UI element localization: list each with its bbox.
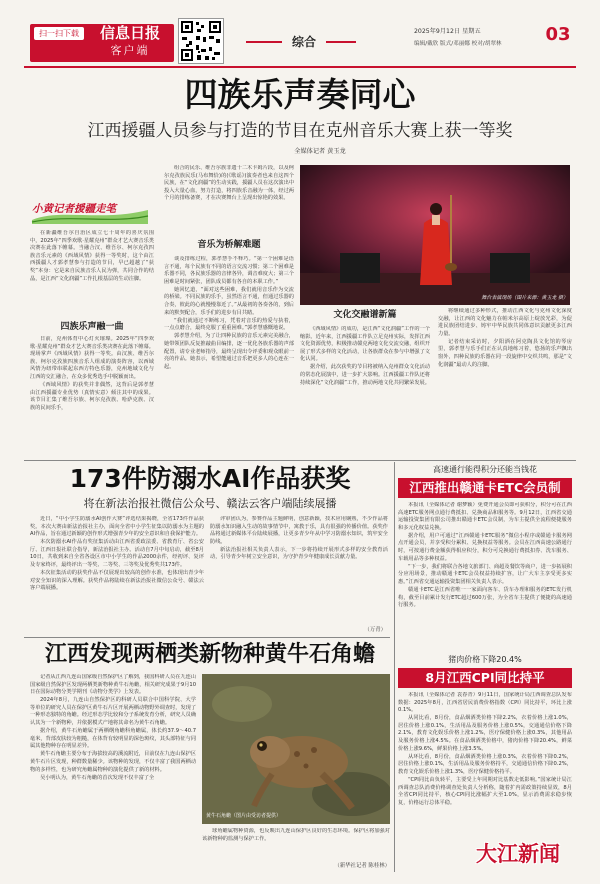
article1-para: 《西域风情》的成功，是江西“文化润疆”工作的一个缩影。近年来，江西援疆工作队立足克州实际，发挥江西文化资源优势，积极推动赣克两地文化交流交融，组织开展了形式多样的文化活动，让各族群众在参与中增强了文化认同。 bbox=[300, 326, 430, 363]
article3-col2 bbox=[202, 828, 390, 860]
paper-name: 信息日报 bbox=[99, 24, 160, 42]
article1-para: 她回忆道，“面对这些困难，我们就用音乐作为交流的桥梁。不同民族的乐手，虽然语言不通，但通过乐器的合奏，彼此的心就慢慢靠近了。”从最初的各奏各的，到后来的默契配合，乐手们的进步有目共睹。 bbox=[164, 286, 294, 316]
divider bbox=[24, 460, 576, 461]
article4-body bbox=[398, 502, 572, 650]
article1-para: 谈及排练过程，郭孝慧手不释巧。“第一个困难是语言不通，每个民族有不同的语言交流习惯；第二个困难是乐器不同，各民族乐器的音律各异，调音难度大；第三个困难是时间紧张，团队成员都有各自的本职工作。” bbox=[164, 256, 294, 285]
article1-col2a bbox=[164, 165, 294, 235]
article1-para: 在新疆维吾尔自治区成立七十周年的喜庆氛围中，2025年“四季欢歌·星耀克州”群众才艺大赛音乐类决赛在此落下帷幕。当融合汉、维吾尔、柯尔克孜四族音乐元素的《西域风情》获得一等奖时，这个由江西援疆人才郭孝慧参与打造的节目，早已超越了“获奖”本身：它是来自民族音乐人民为弹，共同合作的结晶，是江西“文化润疆”工作扎根基层的生动注脚。 bbox=[30, 230, 154, 282]
article1-para: 郭孝慧介绍，为了让四种民族的音乐元素完美融合，她带领团队反复推敲曲目编排，逐一优化各族乐器的声部配置，请专业老师指导，最终呈现出令评委和观众眼前一亮的作品。她表示，希望能通过音乐把更多人的心连在一起。 bbox=[164, 333, 294, 370]
article1-subhead-3: 文化交融谱新篇 bbox=[333, 310, 397, 320]
article2-para: 近日，“中小学生防溺水AI创作大赛”评选结果揭晓，全省173件作品获奖。本次大赛由新法治报社主办，面向全省中小学生征集以防溺水为主题的AI作品，旨在通过新颖的创作形式增强青少年的安全意识和自我保护能力。 bbox=[30, 516, 204, 538]
section-name: 综合 bbox=[282, 32, 326, 52]
issue-date: 2025年9月12日 星期五 bbox=[414, 28, 481, 35]
article1-subhead-2: 音乐为桥解难题 bbox=[197, 240, 261, 250]
article4-headline: 江西推出赣通卡ETC会员制 bbox=[398, 478, 572, 498]
article5-para: 从环比看，8月份，食品烟酒类价格上涨0.3%，衣着价格下降0.2%，居住价格上涨0.1%，生活用品及服务价格持平，交通通信价格下降0.2%，教育文化娱乐价格上涨1.3%，医疗保健价格持平。 bbox=[398, 753, 572, 775]
article1-col3 bbox=[300, 326, 430, 458]
article5-headline: 8月江西CPI同比持平 bbox=[398, 668, 572, 688]
article1-para: “我们就通过不断练习，凭着对音乐的热爱与执着，一点点磨合，最终克服了重重困难。”郭孝慧感慨地说。 bbox=[164, 317, 294, 332]
article1-col1b bbox=[30, 336, 154, 458]
article1-headline: 四族乐声奏同心 bbox=[184, 75, 416, 114]
article1-para: 日前，克州体育中心灯火璀璨。2025年“四季欢歌·星耀克州”群众才艺大赛音乐类决赛在此落下帷幕。现场掌声《西域风情》获得一等奖。由汉族、维吾尔族、柯尔克孜族四族音乐人组成的演奏阵容，以西域风情为纽带串联起东西方特色乐器，克州地域文化与江西的交汇融合，在众多优秀选手中脱颖而出。 bbox=[30, 336, 154, 380]
toad-photo bbox=[202, 674, 390, 824]
article3-col1 bbox=[30, 674, 196, 872]
article2-para: 评审团认为，参赛作品主题鲜明，创意新颖，技术应用娴熟，不少作品将防溺水知识融入生动的故事情节中，寓教于乐，具有很强的传播价值。获奖作品将通过新媒体平台陆续展播，让更多青少年从中学习防溺水知识，筑牢安全防线。 bbox=[210, 516, 388, 545]
article3-para: 据介绍，黄牛石角蟾属于两栖纲角蟾科角蟾属，体长约37.9～40.7毫米，背部皮肤较为粗糙，在体背有较明显的深色斑纹，其头部特征与同属其他物种存在明显差异。 bbox=[30, 728, 196, 750]
article3-para: 黄牛石角蟾主要分布于海拔较高的溪流附近，目前仅在九连山保护区黄牛石片区发现，种群数量稀少。该物种的发现，不仅丰富了我国两栖动物的多样性，也为研究角蟾属物种的演化提供了新的材料。 bbox=[30, 751, 196, 773]
masthead-rule bbox=[24, 66, 576, 68]
article1-para: 将继续通过多种形式，推动江西文化与克州文化深度交融，让江西的文化魅力在帕米尔高原上绽放光彩，为促进民族团结进步、铸牢中华民族共同体意识贡献更多江西力量。 bbox=[438, 308, 572, 337]
article5-para: 从同比看，8月份，食品烟酒类价格下降2.2%，衣着价格上涨1.0%，居住价格上涨0.1%，生活用品及服务价格上涨0.5%，交通通信价格下降2.1%，教育文化娱乐价格上涨1.2%，医疗保健价格上涨0.3%，其他用品及服务价格上涨4.5%。在食品烟酒类价格中，猪肉价格下降20.4%，鲜菜价格上涨9.6%，鲜果价格上涨3.5%。 bbox=[398, 715, 572, 752]
watermark-logo: 大江新闻 bbox=[476, 842, 560, 866]
article1-para: 记者结束采访时，夕阳洒在阿克陶县文化馆的琴房里，郭孝慧与乐手们正在认真地练习着，悠扬的乐声飘出窗外，四种民族的乐器在同一段旋律中交织共鸣，那是“文化润疆”最动人的注脚。 bbox=[438, 338, 572, 368]
article2-para: 新法治报社相关负责人表示，下一步将持续开展形式多样的安全教育活动，引导青少年树立安全意识，为守护青少年健康成长贡献力量。 bbox=[210, 546, 388, 561]
photo-caption: 舞台表演现场（图片来源：黄玉龙 摄） bbox=[481, 295, 568, 301]
article1-para: 据介绍，此次获奖的节目将被纳入克州群众文化活动的常态化展演中，进一步扩大影响。江西援疆工作队还将持续深化“文化润疆”工作，推动两地文化共同繁荣发展。 bbox=[300, 364, 430, 386]
article1-para: 组合的民乐、维吾尔族非遗十二木卡姆片段，以及柯尔克孜族民乐(马布舞恰)的(《歌谣》)演奏者也来自这四个民族，在“文化润疆”的生动实践，援疆人员在这次演出中投入大量心血，努力打造，将四族乐音融为一体，经过两个月的排练备赛，才在决赛舞台上呈现出惊艳的效果。 bbox=[164, 165, 294, 202]
article2-col1 bbox=[30, 516, 204, 634]
article4-para: “下一步，我们将联合各地文旅部门、商超及餐饮等商户，进一步拓展积分应用场景，推动赣通卡ETC会员权益持续扩容，让广大车主享受更多实惠。”江西省交通运输投资集团相关负责人表示。 bbox=[398, 563, 572, 585]
article3-para: 球角蟾属物种资源，也反映出九连山保护区良好的生态环境。保护区将加强对该新物种的监测与保护工作。 bbox=[202, 828, 390, 842]
article5-kicker: 猪肉价格下降20.4% bbox=[448, 655, 522, 664]
article2-para: 本次征集活动的获奖作品不仅展现出较高的创作水准，也体现出青少年对安全知识的深入理解。获奖作品将陆续在新法治报社微信公众号、赣法云客户端展播。 bbox=[30, 570, 204, 592]
article2-para: 本次防溺水AI作品有奖征集活动由江西省委政法委、省教育厅、省公安厅、江西日报社联合指导，新法治报社主办。活动自7月中旬启动，截至8月10日，共收到来自全省各设区市中小学生的作品2000余件，经初评、复评及专家终评，最终评出一等奖、二等奖、三等奖及优秀奖共173件。 bbox=[30, 539, 204, 569]
article4-para: 据介绍，用户可通过“江西赣通卡ETC服务”微信小程序或赣通卡服务网点开通会员，并享受积分累积、兑换权益等服务。会员在江西高速公路通行时，可按通行费金额获得相应积分，积分可兑换通行费抵扣券、洗车服务、车载用品等多种权益。 bbox=[398, 532, 572, 562]
article4-para: 本报讯（全媒体记者 谢梦颖）免费开通会员即可获积分，积分可在江西高速ETC服务网点通行费抵扣、兑换商品和服务等。9月12日，江西省交通运输投资集团有限公司推出赣通卡ETC会员制，为车主提供全流程便捷服务和多元化权益兑换。 bbox=[398, 502, 572, 531]
article3-para: 记者从江西九连山国家级自然保护区了解到，我国科研人员在九连山国家级自然保护区发现两栖类新物种黄牛石角蟾，相关研究成果于9月10日在国际动物分类学期刊《动物分类学》上发表。 bbox=[30, 674, 196, 696]
column-badge-text: 小黄记者援疆走笔 bbox=[32, 203, 116, 215]
article5-para: 本报讯（全媒体记者 袁春青）9月11日，国家统计局江西调查总队发布数据：2025年8月，江西省居民消费价格指数（CPI）同比持平，环比上涨0.1%。 bbox=[398, 692, 572, 714]
article2-signature: （万青） bbox=[364, 627, 386, 633]
scan-label: 扫一扫下载 bbox=[34, 27, 84, 40]
article1-col2b bbox=[164, 256, 294, 458]
divider bbox=[24, 637, 390, 638]
article3-para: 2024年8月，九连山自然保护区的科研人员联合中国科学院、大学等单位的研究人员在保护区黄牛石片区开展两栖动物野外调查时，发现了一种形态独特的角蟾。经过形态学比较和分子系统发育分析，研究人员确认其为一个新物种，并依据模式产地将其命名为黄牛石角蟾。 bbox=[30, 697, 196, 727]
article1-col1 bbox=[30, 230, 154, 318]
article2-col2 bbox=[210, 516, 388, 626]
divider-vertical bbox=[394, 462, 395, 872]
article2-headline: 173件防溺水AI作品获奖 bbox=[69, 464, 351, 493]
article4-para: 赣通卡ETC是江西省唯一一家面向客车、货车办理和服务的ETC发行机构，截至目前累计发行ETC超过600万张，为全省车主提供了便捷的高速通行服务。 bbox=[398, 587, 572, 609]
article3-para: 吴小明认为，黄牛石角蟾的首次发现不仅丰富了全 bbox=[40, 774, 155, 781]
stage-photo bbox=[300, 165, 570, 305]
toad-caption: 黄牛石角蟾（图片由受访者提供） bbox=[206, 813, 282, 819]
client-label: 客户端 bbox=[110, 44, 150, 57]
article3-signature: （新华社记者 陈桂林） bbox=[334, 863, 390, 869]
page-number: 03 bbox=[545, 24, 571, 45]
article5-para: “CPI同比由负转平，主要受上年同期对比基数走低影响。”国家统计局江西调查总队消费价格调查处负责人分析称，随着扩内需政策持续显效，8月全省CPI同比持平，核心CPI同比涨幅扩大至1.0%，显示消费需求稳步恢复，价格运行总体平稳。 bbox=[398, 777, 572, 806]
article1-para: 《西域风情》的获奖并非偶然，这背后是郭孝慧由江西援疆专业优势（真情实意）倾注其中的成果。该节目汇集了维吾尔族、柯尔克孜族、哈萨克族、汉族的民间乐手， bbox=[30, 382, 154, 411]
article2-subhead: 将在新法治报社微信公众号、赣法云客户端陆续展播 bbox=[83, 497, 337, 510]
staff-credits: 编辑/戴欣 版式/邓丽娜 校对/胡翠林 bbox=[414, 41, 502, 47]
article3-headline: 江西发现两栖类新物种黄牛石角蟾 bbox=[44, 642, 375, 667]
article1-subhead: 江西援疆人员参与打造的节目在克州音乐大赛上获一等奖 bbox=[87, 121, 513, 141]
article1-subhead-1: 四族乐声融一曲 bbox=[60, 322, 124, 332]
article4-kicker: 高速通行能得积分还能当钱花 bbox=[433, 465, 537, 474]
article1-byline: 全媒体记者 黄玉龙 bbox=[294, 148, 346, 155]
article1-col4 bbox=[438, 308, 572, 458]
qr-code[interactable] bbox=[178, 18, 224, 64]
